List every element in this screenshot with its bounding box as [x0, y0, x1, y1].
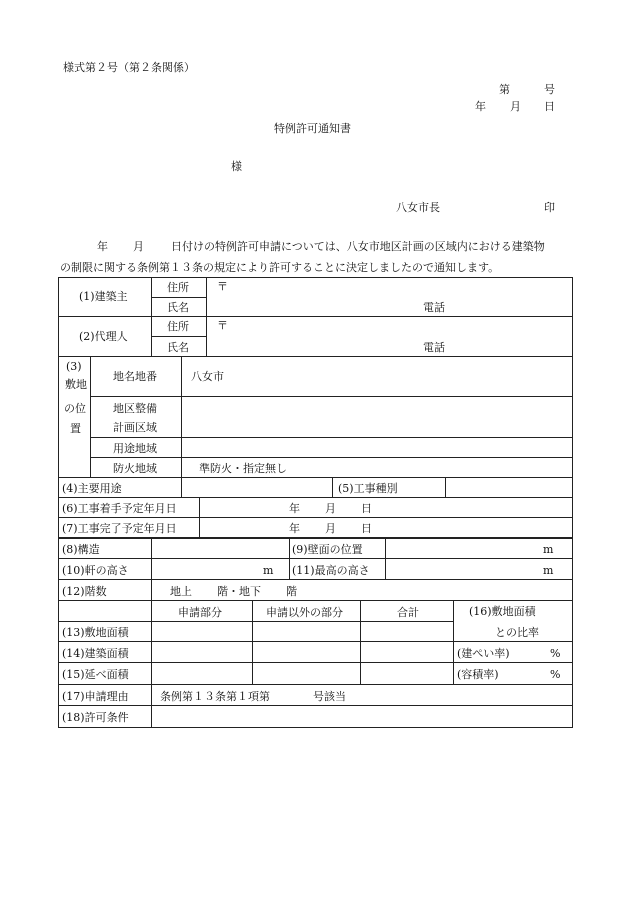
owner-name-label-cell — [151, 297, 207, 317]
site-district-value-cell — [181, 396, 573, 438]
agent-address-label: 住所 — [167, 320, 189, 333]
max-height-unit: m — [543, 564, 554, 577]
site-lot-value-cell — [181, 356, 573, 397]
agent-value-cell — [206, 316, 573, 357]
agent-phone-label: 電話 — [423, 341, 445, 354]
work-type-value-cell — [445, 477, 573, 498]
eave-height-label: (10)軒の高さ — [62, 564, 129, 577]
body-line-2: の制限に関する条例第１３条の規定により許可することに決定しましたので通知します。 — [60, 261, 500, 274]
end-date-label-cell — [58, 517, 200, 538]
floor-area-label-cell — [58, 662, 152, 685]
area-header-applied-cell — [151, 600, 253, 622]
addressee-suffix: 様 — [231, 160, 242, 173]
wall-position-value-cell — [385, 538, 573, 559]
building-area-label: (14)建築面積 — [62, 647, 129, 660]
date-year: 年 — [475, 100, 486, 113]
site-use-zone-value-cell — [181, 437, 573, 458]
agent-label: (2)代理人 — [79, 330, 128, 343]
floor-ratio-cell — [453, 662, 573, 685]
site-district-label-2: 計画区域 — [113, 421, 157, 434]
eave-height-value-cell — [151, 558, 290, 580]
floors-above: 地上 — [170, 585, 192, 598]
seal-mark: 印 — [544, 201, 555, 214]
end-date-label: (7)工事完了予定年月日 — [62, 522, 177, 535]
floor-area-other-cell — [252, 662, 361, 685]
reason-value-cell — [151, 684, 573, 706]
site-use-zone-label-cell — [90, 437, 182, 458]
conditions-label-cell — [58, 705, 152, 728]
building-coverage-unit: % — [550, 647, 561, 660]
structure-label-cell — [58, 538, 152, 559]
wall-position-label: (9)壁面の位置 — [292, 543, 363, 556]
wall-position-unit: m — [543, 543, 554, 556]
start-date-value-cell — [199, 497, 573, 518]
floor-ratio-label: (容積率) — [457, 668, 499, 681]
area-header-applied: 申請部分 — [178, 606, 222, 619]
agent-name-label: 氏名 — [167, 341, 189, 354]
reason-value-2: 号該当 — [313, 690, 346, 703]
floor-ratio-unit: % — [550, 668, 561, 681]
building-area-applied-cell — [151, 641, 253, 663]
building-coverage-cell — [453, 641, 573, 663]
building-area-label-cell — [58, 641, 152, 663]
floors-mid: 階・地下 — [217, 585, 261, 598]
eave-height-label-cell — [58, 558, 152, 580]
site-fire-zone-label: 防火地域 — [113, 462, 157, 475]
building-area-other-cell — [252, 641, 361, 663]
end-date-value-cell — [199, 517, 573, 538]
area-header-ratio-1: (16)敷地面積 — [469, 605, 536, 618]
agent-label-cell — [58, 316, 152, 357]
conditions-value-cell — [151, 705, 573, 728]
owner-address-label-cell — [151, 277, 207, 298]
site-label-2: 敷地 — [65, 378, 87, 391]
owner-label-cell — [58, 277, 152, 317]
site-area-total-cell — [360, 621, 454, 642]
site-fire-zone-value-cell — [181, 457, 573, 478]
site-district-label-cell — [90, 396, 182, 438]
site-label-1: (3) — [66, 360, 82, 373]
site-lot-label: 地名地番 — [113, 370, 157, 383]
area-header-ratio-cell — [453, 600, 573, 642]
form-label: 様式第２号（第２条関係） — [63, 61, 195, 74]
site-area-other-cell — [252, 621, 361, 642]
site-district-label-1: 地区整備 — [113, 402, 157, 415]
main-use-label-cell — [58, 477, 182, 498]
floors-label: (12)階数 — [62, 585, 107, 598]
agent-name-label-cell — [151, 336, 207, 357]
reason-value-1: 条例第１３条第１項第 — [160, 690, 270, 703]
end-date-day: 日 — [361, 522, 372, 535]
main-use-value-cell — [181, 477, 333, 498]
start-date-year: 年 — [289, 502, 300, 515]
eave-height-unit: m — [263, 564, 274, 577]
start-date-month: 月 — [325, 502, 336, 515]
floors-value-cell — [151, 579, 573, 601]
site-fire-zone-value: 準防火・指定無し — [199, 462, 287, 475]
owner-value-cell — [206, 277, 573, 317]
start-date-day: 日 — [361, 502, 372, 515]
main-use-label: (4)主要用途 — [62, 482, 122, 495]
structure-label: (8)構造 — [62, 543, 100, 556]
floor-area-label: (15)延べ面積 — [62, 668, 129, 681]
site-area-label: (13)敷地面積 — [62, 626, 129, 639]
max-height-label: (11)最高の高さ — [292, 564, 370, 577]
date-month: 月 — [510, 100, 521, 113]
area-header-other-cell — [252, 600, 361, 622]
owner-label: (1)建築主 — [79, 290, 128, 303]
issuer-name: 八女市長 — [396, 201, 440, 214]
reason-label-cell — [58, 684, 152, 706]
end-date-year: 年 — [289, 522, 300, 535]
floors-label-cell — [58, 579, 152, 601]
area-header-total: 合計 — [397, 606, 419, 619]
site-area-label-cell — [58, 621, 152, 642]
owner-name-label: 氏名 — [167, 301, 189, 314]
work-type-label: (5)工事種別 — [338, 482, 398, 495]
site-label-cell — [58, 356, 91, 478]
floor-area-total-cell — [360, 662, 454, 685]
building-area-total-cell — [360, 641, 454, 663]
site-fire-zone-label-cell — [90, 457, 182, 478]
area-header-ratio-2: との比率 — [495, 626, 539, 639]
site-label-4: 置 — [70, 422, 81, 435]
wall-position-label-cell — [289, 538, 386, 559]
site-label-3: の位 — [64, 402, 86, 415]
building-coverage-label: (建ぺい率) — [457, 647, 510, 660]
number-suffix: 号 — [544, 83, 555, 96]
owner-address-label: 住所 — [167, 281, 189, 294]
end-date-month: 月 — [325, 522, 336, 535]
body-month: 月 — [133, 240, 144, 253]
work-type-label-cell — [332, 477, 446, 498]
max-height-value-cell — [385, 558, 573, 580]
structure-value-cell — [151, 538, 290, 559]
site-lot-value: 八女市 — [191, 370, 224, 383]
area-header-total-cell — [360, 600, 454, 622]
number-prefix: 第 — [499, 83, 510, 96]
date-day: 日 — [544, 100, 555, 113]
floors-end: 階 — [286, 585, 297, 598]
site-use-zone-label: 用途地域 — [113, 442, 157, 455]
owner-postal-mark: 〒 — [217, 280, 228, 293]
site-lot-label-cell — [90, 356, 182, 397]
owner-phone-label: 電話 — [423, 301, 445, 314]
start-date-label-cell — [58, 497, 200, 518]
area-header-other: 申請以外の部分 — [266, 606, 343, 619]
agent-address-label-cell — [151, 316, 207, 337]
area-header-blank-cell — [58, 600, 152, 622]
body-year: 年 — [97, 240, 108, 253]
start-date-label: (6)工事着手予定年月日 — [62, 502, 177, 515]
reason-label: (17)申請理由 — [62, 690, 129, 703]
conditions-label: (18)許可条件 — [62, 711, 129, 724]
body-line-1: 日付けの特例許可申請については、八女市地区計画の区域内における建築物 — [171, 240, 545, 253]
floor-area-applied-cell — [151, 662, 253, 685]
agent-postal-mark: 〒 — [217, 319, 228, 332]
site-area-applied-cell — [151, 621, 253, 642]
max-height-label-cell — [289, 558, 386, 580]
page-title: 特例許可通知書 — [274, 122, 351, 135]
